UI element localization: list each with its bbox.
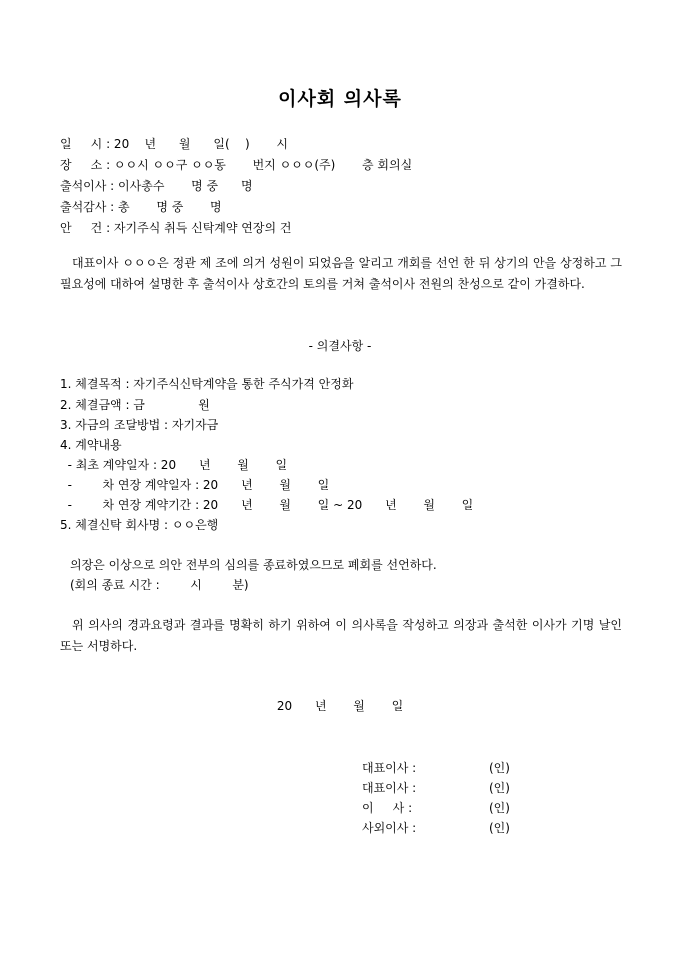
document-title: 이사회 의사록	[278, 88, 402, 110]
resolution-item: 3. 자금의 조달방법 : 자기자금	[60, 418, 219, 432]
header-field-place: 장 소 : ㅇㅇ시 ㅇㅇ구 ㅇㅇ동 번지 ㅇㅇㅇ(주) 층 회의실	[60, 158, 413, 172]
resolution-item: - 차 연장 계약기간 : 20 년 월 일 ~ 20 년 월 일	[60, 498, 474, 512]
resolution-item: - 차 연장 계약일자 : 20 년 월 일	[60, 478, 330, 492]
resolution-item: 1. 체결목적 : 자기주식신탁계약을 통한 주식가격 안정화	[60, 377, 354, 391]
header-field-agenda: 안 건 : 자기주식 취득 신탁계약 연장의 건	[60, 221, 292, 235]
header-field-datetime: 일 시 : 20 년 월 일( ) 시	[60, 137, 288, 151]
resolution-item: - 최초 계약일자 : 20 년 월 일	[60, 458, 288, 472]
closing-time: (회의 종료 시간 : 시 분)	[70, 578, 249, 592]
signature-role: 이 사 :	[362, 801, 413, 815]
signature-role: 대표이사 :	[362, 781, 417, 795]
resolution-item: 2. 체결금액 : 금 원	[60, 398, 210, 412]
signature-seal: (인)	[489, 781, 510, 795]
header-field-attending-directors: 출석이사 : 이사총수 명 중 명	[60, 179, 253, 193]
resolution-heading: - 의결사항 -	[308, 339, 372, 353]
resolution-item: 4. 계약내용	[60, 438, 122, 452]
signature-seal: (인)	[489, 821, 510, 835]
header-field-attending-auditors: 출석감사 : 총 명 중 명	[60, 200, 222, 214]
signature-role: 대표이사 :	[362, 761, 417, 775]
intro-paragraph: 대표이사 ㅇㅇㅇ은 정관 제 조에 의거 성원이 되었음을 알리고 개회를 선언 한 뒤 상기의 안을 상정하고 그 필요성에 대하여 설명한 후 출석이사 상호간의 토의를 거쳐 출석이사 전원의 찬성으로 같이 가결하다.	[60, 256, 622, 291]
closing-declaration: 의장은 이상으로 의안 전부의 심의를 종료하였으므로 폐회를 선언하다.	[70, 558, 437, 572]
signing-date: 20 년 월 일	[276, 699, 404, 713]
final-paragraph: 위 의사의 경과요령과 결과를 명확히 하기 위하여 이 의사록을 작성하고 의장과 출석한 이사가 기명 날인 또는 서명하다.	[60, 618, 622, 653]
resolution-item: 5. 체결신탁 회사명 : ㅇㅇ은행	[60, 518, 219, 532]
signature-seal: (인)	[489, 761, 510, 775]
signature-role: 사외이사 :	[362, 821, 417, 835]
signature-seal: (인)	[489, 801, 510, 815]
